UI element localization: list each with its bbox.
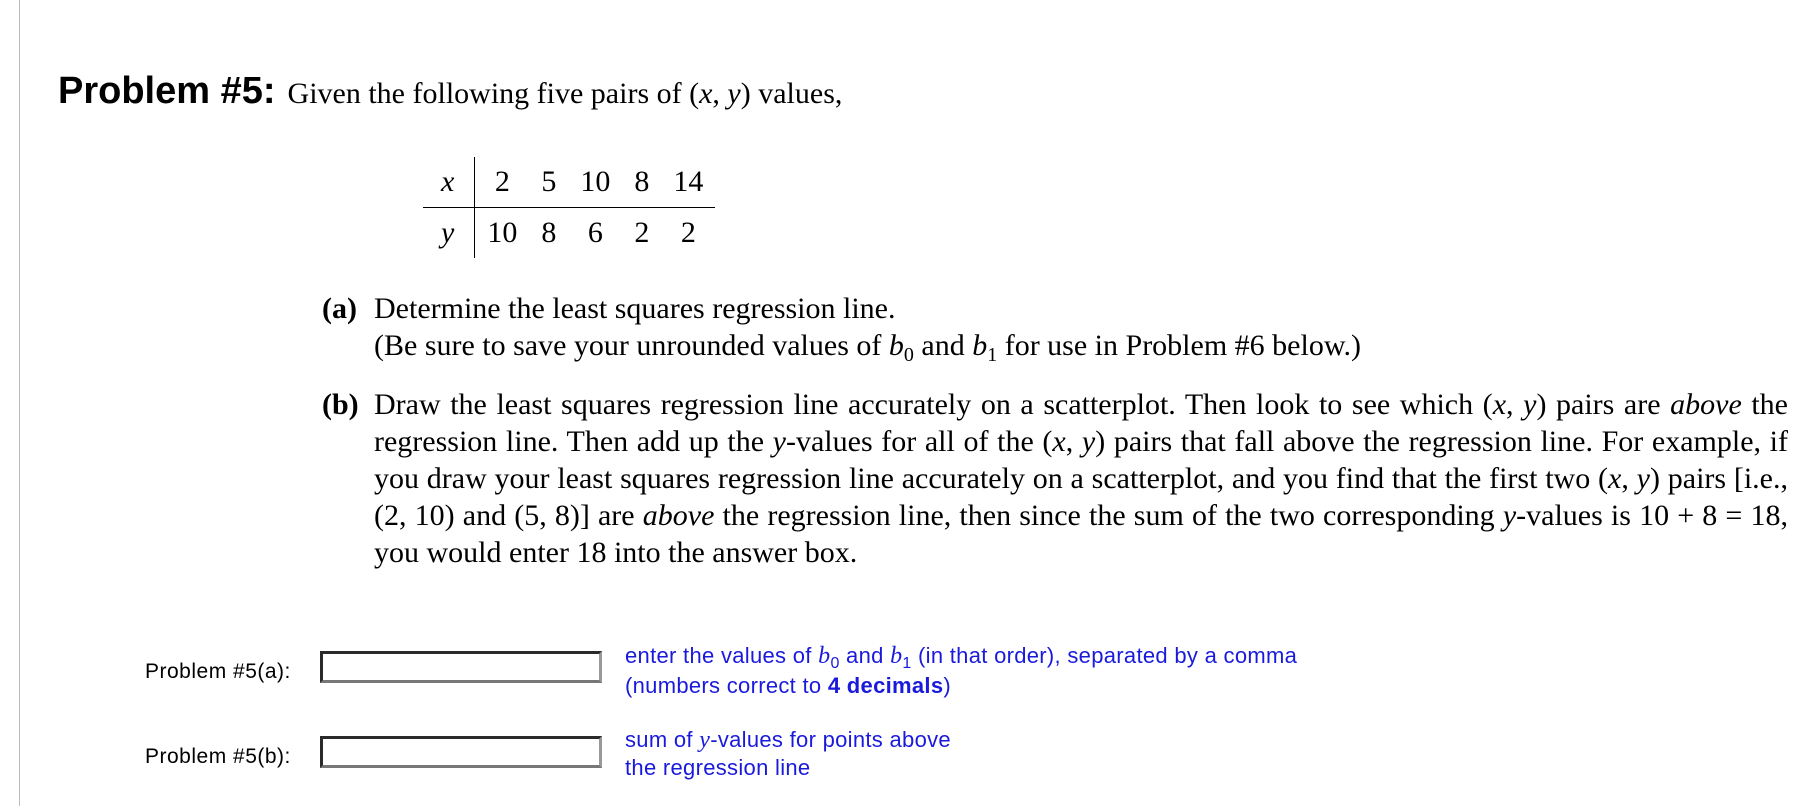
table-cell: 2: [475, 157, 530, 208]
answer-b-hint-line1: sum of y-values for points above: [625, 727, 951, 753]
table-y-label: y: [423, 208, 475, 259]
table-row-x: [423, 157, 715, 208]
table-cell: 10: [487, 216, 518, 249]
table-cell: 8: [622, 157, 661, 208]
left-border: [19, 0, 20, 806]
problem-intro: Given the following five pairs of (x, y) values,: [287, 77, 843, 110]
answer-a-hint-line2: (numbers correct to 4 decimals): [625, 673, 951, 698]
answer-a-hint-line1: enter the values of $b_0$ and $b_1$ (in that order), separated by a comma: [625, 643, 1298, 672]
part-a-label: (a): [322, 292, 357, 325]
table-cell: 2: [634, 216, 650, 249]
part-a-line1: Determine the least squares regression line.: [374, 292, 896, 325]
problem-title: Problem #5:: [58, 70, 276, 112]
data-table: [423, 157, 715, 258]
part-b-text: Draw the least squares regression line accurately on a scatterplot. Then look to see which (x, y) pairs are above the regression line. Then add up the y-values for all of the (x, y) pairs that fall above the regression line. For example, if you draw your least squares regression line accurately on a scatterplot, and you find that the first two (x, y) pairs [i.e., (2, 10) and (5, 8)] are above the regression line, then since the sum of the two corresponding y-values is 10 + 8 = 18, you would enter 18 into the answer box.: [374, 388, 1789, 569]
table-cell: 14: [661, 157, 715, 208]
table-cell: 8: [541, 216, 557, 249]
answer-a-input[interactable]: [320, 651, 602, 683]
table-cell: 6: [587, 216, 603, 249]
answer-b-hint-line2: the regression line: [625, 755, 811, 780]
part-a-line2: (Be sure to save your unrounded values of $b_0$ and $b_1$ for use in Problem #6 below.): [374, 329, 1362, 366]
table-cell: 10: [568, 157, 622, 208]
answer-a-hint: [625, 641, 1297, 701]
table-x-label: x: [423, 157, 475, 208]
table-cell: 5: [529, 157, 568, 208]
problem-header: [58, 70, 842, 113]
part-b-label: (b): [322, 388, 359, 421]
answer-b-label: Problem #5(b):: [145, 745, 291, 768]
table-row-y: [423, 208, 715, 259]
answer-b-hint: [625, 726, 951, 782]
answer-a-label: Problem #5(a):: [145, 660, 291, 683]
table-cell: 2: [680, 216, 696, 249]
answer-b-input[interactable]: [320, 736, 602, 768]
